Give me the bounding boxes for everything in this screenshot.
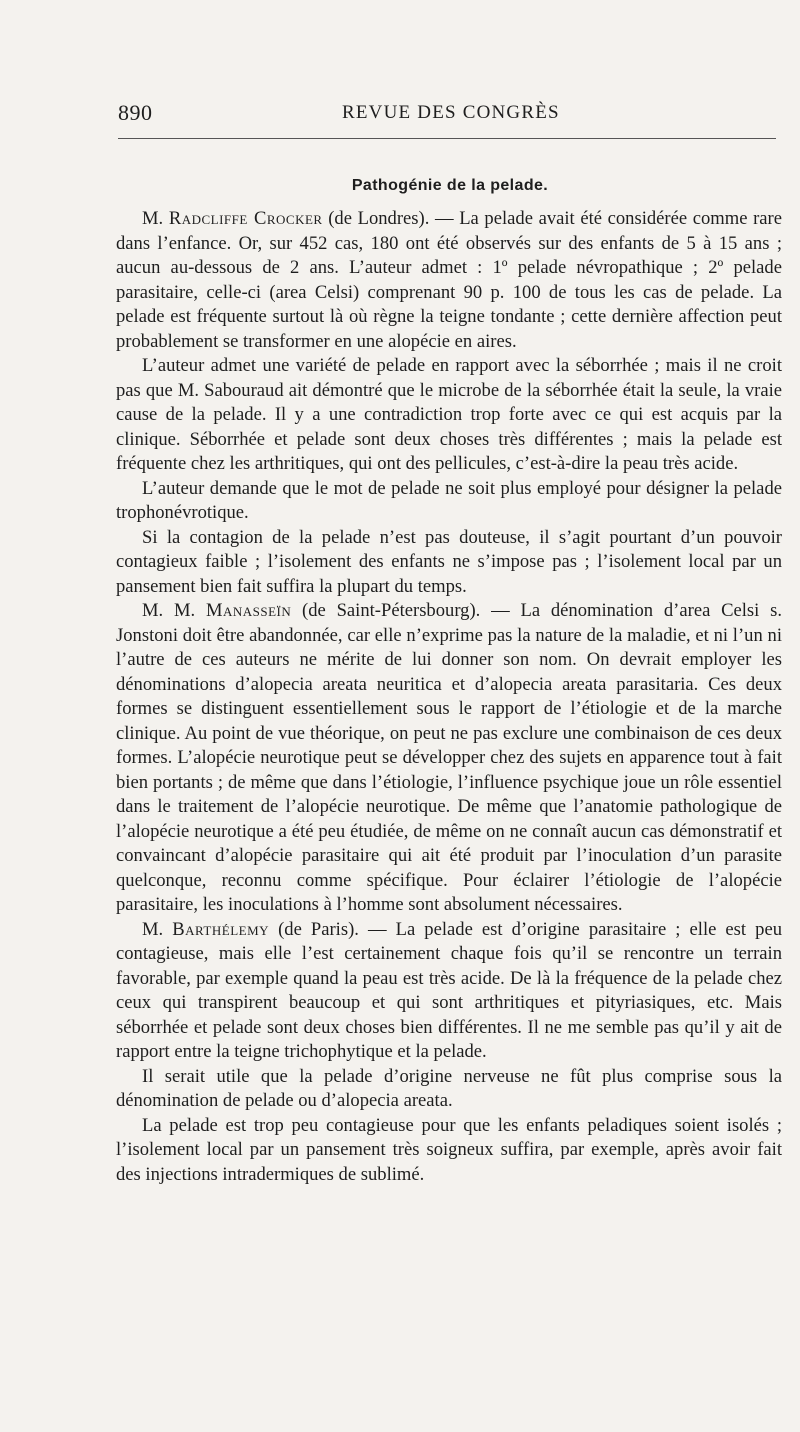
section-title: Pathogénie de la pelade. [351,177,549,194]
speaker-name: Manasseïn [205,600,292,621]
speaker-prefix: M. [142,918,173,940]
page-number: 890 [118,100,153,125]
paragraph: Si la contagion de la pelade n’est pas douteuse, il s’agit pourtant d’un pouvoir contagieux faible ; l’isolement des enfants ne s’impose pas ; l’isolement local par un pansement bien fait suffira la plupart du temps. [116,526,782,597]
speaker-prefix: M. M. [142,600,206,621]
paragraph-crocker [116,207,782,354]
speaker-prefix: M. [142,208,169,229]
page-header [118,100,776,130]
paragraph-text: (de Paris). — La pelade est d’origine parasitaire ; elle est peu contagieuse, mais elle l’est certainement chaque fois qu’il se rencontre un terrain favorable, par exemple quand la peau est très acide. De là la fréquence de la pelade chez ceux qui transpirent beaucoup et qui sont arthritiques et pityriasiques, etc. Mais séborrhée et pelade sont deux choses bien différentes. Il ne me semble pas qu’il y ait de rapport entre la teigne trichophytique et la pelade. [116,918,782,1062]
header-rule [118,138,776,139]
speaker-name: Barthélemy [172,918,270,940]
paragraph-text: (de Saint-Pétersbourg). — La dénomination d’area Celsi s. Jonstoni doit être abandonnée, car elle n’exprime pas la nature de la maladie, et ni l’un ni l’autre de ces auteurs ne mérite de lui donner son nom. On devrait employer les dénominations d’alopecia areata neuritica et d’alopecia areata parasitaria. Ces deux formes se distinguent essentiellement sous le rapport de l’étiologie et de la marche clinique. Au point de vue théorique, on peut ne pas exclure une combinaison de ces deux formes. L’alopécie neurotique peut se développer chez des sujets en apparence tout à fait bien portants ; de même que dans l’étiologie, l’influence psychique joue un rôle essentiel dans le traitement de l’alopécie neurotique. De même que l’anatomie pathologique de l’alopécie neurotique a été peu étudiée, de même on ne connaît aucun cas démonstratif et convaincant d’alopécie parasitaire qui ait été produit par l’inoculation d’un parasite quelconque, reconnu comme spécifique. Pour éclairer l’étiologie de l’alopécie parasitaire, les inoculations à l’homme sont absolument nécessaires. [116,600,782,915]
paragraph-text: (de Londres). — La pelade avait été considérée comme rare dans l’enfance. Or, sur 452 cas, 180 ont été observés sur des enfants de 5 à 15 ans ; aucun au-dessous de 2 ans. L’auteur admet : 1º pelade névropathique ; 2º pelade parasitaire, celle-ci (area Celsi) comprenant 90 p. 100 de tous les cas de pelade. La pelade est fréquente surtout là où règne la teigne tondante ; cette dernière affection peut probablement se transformer en une alopécie en aires. [116,208,782,352]
running-title: REVUE DES CONGRÈS [342,102,560,123]
paragraph: Il serait utile que la pelade d’origine nerveuse ne fût plus comprise sous la dénomination de pelade ou d’alopecia areata. [116,1065,782,1111]
paragraph-manassein [116,599,782,918]
speaker-name: Radcliffe Crocker [168,208,323,229]
article-body [116,207,782,1187]
paragraph: L’auteur admet une variété de pelade en rapport avec la séborrhée ; mais il ne croit pas que M. Sabouraud ait démontré que le microbe de la séborrhée était la seule, la vraie cause de la pelade. Il y a une contradiction trop forte avec ce qui est acquis par la clinique. Séborrhée et pelade sont deux choses très différentes ; mais la pelade est fréquente chez les arthritiques, qui ont des pellicules, c’est-à-dire la peau très acide. [116,355,782,474]
paragraph: L’auteur demande que le mot de pelade ne soit plus employé pour désigner la pelade trophonévrotique. [116,477,782,523]
paragraph: La pelade est trop peu contagieuse pour que les enfants peladiques soient isolés ; l’isolement local par un pansement très soigneux suffira, par exemple, après avoir fait des injections intradermiques de sublimé. [116,1114,782,1185]
paragraph-barthelemy [116,918,782,1065]
